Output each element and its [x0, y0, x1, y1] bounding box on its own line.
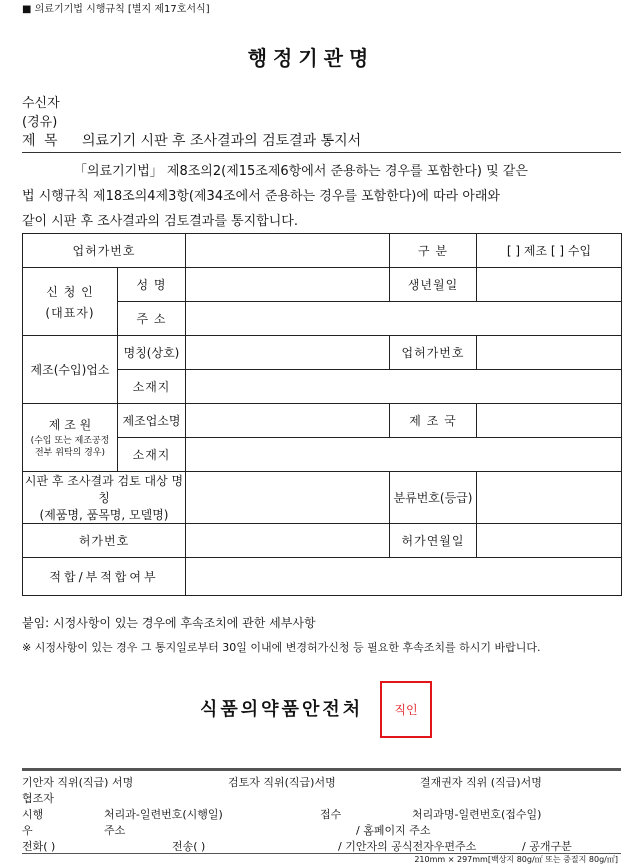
reviewer-sign: 검토자 직위(직급)서명 [228, 776, 336, 789]
attachment-note: 붙임: 시정사항이 있는 경우에 후속조치에 관한 세부사항 [22, 616, 316, 630]
address-footer: 주소 [104, 824, 126, 837]
email-footer: / 기안자의 공식전자우편주소 [338, 840, 477, 853]
enforce-label: 시행 [22, 808, 44, 821]
name-field[interactable] [186, 268, 390, 302]
target-line2: (제품명, 품목명, 모델명) [39, 508, 169, 522]
suitability-label: 적합/부적합여부 [23, 558, 186, 596]
homepage-footer: / 홈페이지 주소 [356, 824, 431, 837]
recipient-label: 수신자 [22, 96, 60, 111]
cooperator-label: 협조자 [22, 792, 54, 805]
birth-field[interactable] [477, 268, 622, 302]
agency-title: 행정기관명 [247, 46, 375, 70]
division-label: 구 분 [390, 234, 477, 268]
footer-divider [22, 768, 621, 771]
body-line: 「의료기기법」 제8조의2(제15조제6항에서 준용하는 경우를 포함한다) 및 같은 [74, 164, 528, 179]
receipt-number: 처리과명-일련번호(접수일) [412, 808, 542, 821]
suitability-field[interactable] [186, 558, 622, 596]
manufacturer-name-label: 제조업소명 [118, 404, 186, 438]
location2-label: 소재지 [118, 438, 186, 472]
class-no-field[interactable] [477, 472, 622, 524]
company-label: 제조(수입)업소 [23, 336, 118, 404]
manufacturer-name-field[interactable] [186, 404, 390, 438]
form-header-note: ■ 의료기기법 시행규칙 [별지 제17호서식] [22, 4, 210, 15]
via-label: (경유) [22, 115, 58, 130]
permit-no-field[interactable] [186, 524, 390, 558]
paper-spec: 210mm × 297mm[백상지 80g/㎡ 또는 중질지 80g/㎡] [414, 855, 618, 864]
location2-field[interactable] [186, 438, 622, 472]
body-line: 법 시행규칙 제18조의4제3항(제34조에서 준용하는 경우를 포함한다)에 따라 아래와 [22, 189, 500, 204]
review-result-table [22, 233, 622, 596]
issuer-name: 식품의약품안전처 [200, 699, 364, 720]
license-no-label: 업허가번호 [23, 234, 186, 268]
approver-sign: 결재권자 직위 (직급)서명 [420, 776, 542, 789]
country-field[interactable] [477, 404, 622, 438]
open-type-footer: / 공개구분 [522, 840, 572, 853]
company-license-label: 업허가번호 [390, 336, 477, 370]
birth-label: 생년월일 [390, 268, 477, 302]
applicant-text: 신 청 인 [46, 284, 94, 299]
representative-text: (대표자) [45, 305, 95, 320]
manufacturer-note: (수입 또는 제조공정 전부 위탁의 경우) [30, 436, 110, 458]
postcode-label: 우 [22, 824, 33, 837]
manufacturer-text: 제 조 원 [48, 418, 92, 432]
target-field[interactable] [186, 472, 390, 524]
followup-notice: ※ 시정사항이 있는 경우 그 통지일로부터 30일 이내에 변경허가신청 등 필요한 후속조치를 하시기 바랍니다. [22, 641, 541, 654]
enforce-number: 처리과-일련번호(시행일) [104, 808, 223, 821]
location-label: 소재지 [118, 370, 186, 404]
official-seal: 직인 [380, 681, 432, 738]
class-no-label: 분류번호(등급) [390, 472, 477, 524]
phone-footer: 전화( ) [22, 840, 56, 853]
division-checkboxes[interactable]: [ ] 제조 [ ] 수입 [477, 234, 622, 268]
location-field[interactable] [186, 370, 622, 404]
applicant-label [23, 268, 118, 336]
country-label: 제 조 국 [390, 404, 477, 438]
subject-text: 의료기기 시판 후 조사결과의 검토결과 통지서 [82, 133, 362, 149]
company-name-label: 명칭(상호) [118, 336, 186, 370]
manufacturer-label [23, 404, 118, 472]
permit-date-field[interactable] [477, 524, 622, 558]
license-no-field[interactable] [186, 234, 390, 268]
address-label: 주 소 [118, 302, 186, 336]
receipt-label: 접수 [320, 808, 342, 821]
target-label [23, 472, 186, 524]
address-field[interactable] [186, 302, 622, 336]
company-license-field[interactable] [477, 336, 622, 370]
body-line: 같이 시판 후 조사결과의 검토결과를 통지합니다. [22, 214, 298, 229]
subject-label: 제 목 [22, 133, 60, 149]
drafter-sign: 기안자 직위(직급) 서명 [22, 776, 134, 789]
permit-date-label: 허가연월일 [390, 524, 477, 558]
name-label: 성 명 [118, 268, 186, 302]
company-name-field[interactable] [186, 336, 390, 370]
permit-no-label: 허가번호 [23, 524, 186, 558]
target-line1: 시판 후 조사결과 검토 대상 명칭 [24, 474, 184, 505]
subject-divider [22, 152, 621, 153]
fax-footer: 전송( ) [172, 840, 206, 853]
